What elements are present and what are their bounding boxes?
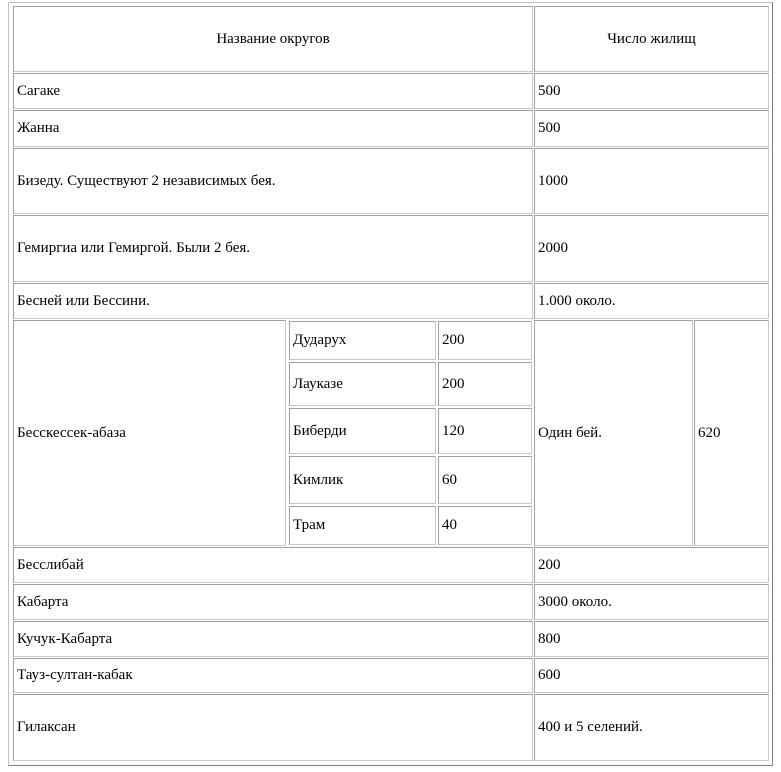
row-district: Сагаке bbox=[13, 73, 533, 109]
row-district: Кучук-Кабарта bbox=[13, 621, 533, 657]
composite-total: 620 bbox=[694, 320, 769, 546]
composite-note: Один бей. bbox=[534, 320, 693, 546]
subdistrict-count: 60 bbox=[438, 456, 532, 504]
row-district: Тауз-султан-кабак bbox=[13, 658, 533, 693]
row-dwellings: 400 и 5 селений. bbox=[534, 694, 769, 761]
subdistrict-name: Лауказе bbox=[289, 362, 436, 406]
row-dwellings: 500 bbox=[534, 110, 769, 147]
row-district: Гемиргиа или Гемиргой. Были 2 бея. bbox=[13, 215, 533, 282]
row-dwellings: 1.000 около. bbox=[534, 283, 769, 319]
row-district: Кабарта bbox=[13, 584, 533, 620]
subdistrict-count: 200 bbox=[438, 362, 532, 406]
header-district: Название округов bbox=[13, 6, 533, 72]
row-district: Гилаксан bbox=[13, 694, 533, 761]
composite-district: Бесскессек-абаза bbox=[13, 320, 286, 546]
subdistrict-name: Дударух bbox=[289, 321, 436, 360]
row-dwellings: 3000 около. bbox=[534, 584, 769, 620]
subdistrict-name: Кимлик bbox=[289, 456, 436, 504]
row-dwellings: 800 bbox=[534, 621, 769, 657]
row-district: Жанна bbox=[13, 110, 533, 147]
row-dwellings: 1000 bbox=[534, 148, 769, 214]
subdistrict-name: Трам bbox=[289, 506, 436, 545]
row-dwellings: 2000 bbox=[534, 215, 769, 282]
row-district: Бесней или Бессини. bbox=[13, 283, 533, 319]
row-dwellings: 200 bbox=[534, 547, 769, 583]
subdistrict-name: Биберди bbox=[289, 408, 436, 454]
row-district: Бизеду. Существуют 2 независимых бея. bbox=[13, 148, 533, 214]
subdistrict-count: 200 bbox=[438, 321, 532, 360]
row-dwellings: 500 bbox=[534, 73, 769, 109]
header-dwellings: Число жилищ bbox=[534, 6, 769, 72]
row-dwellings: 600 bbox=[534, 658, 769, 693]
subdistrict-count: 120 bbox=[438, 408, 532, 454]
row-district: Бесслибай bbox=[13, 547, 533, 583]
subdistrict-count: 40 bbox=[438, 506, 532, 545]
